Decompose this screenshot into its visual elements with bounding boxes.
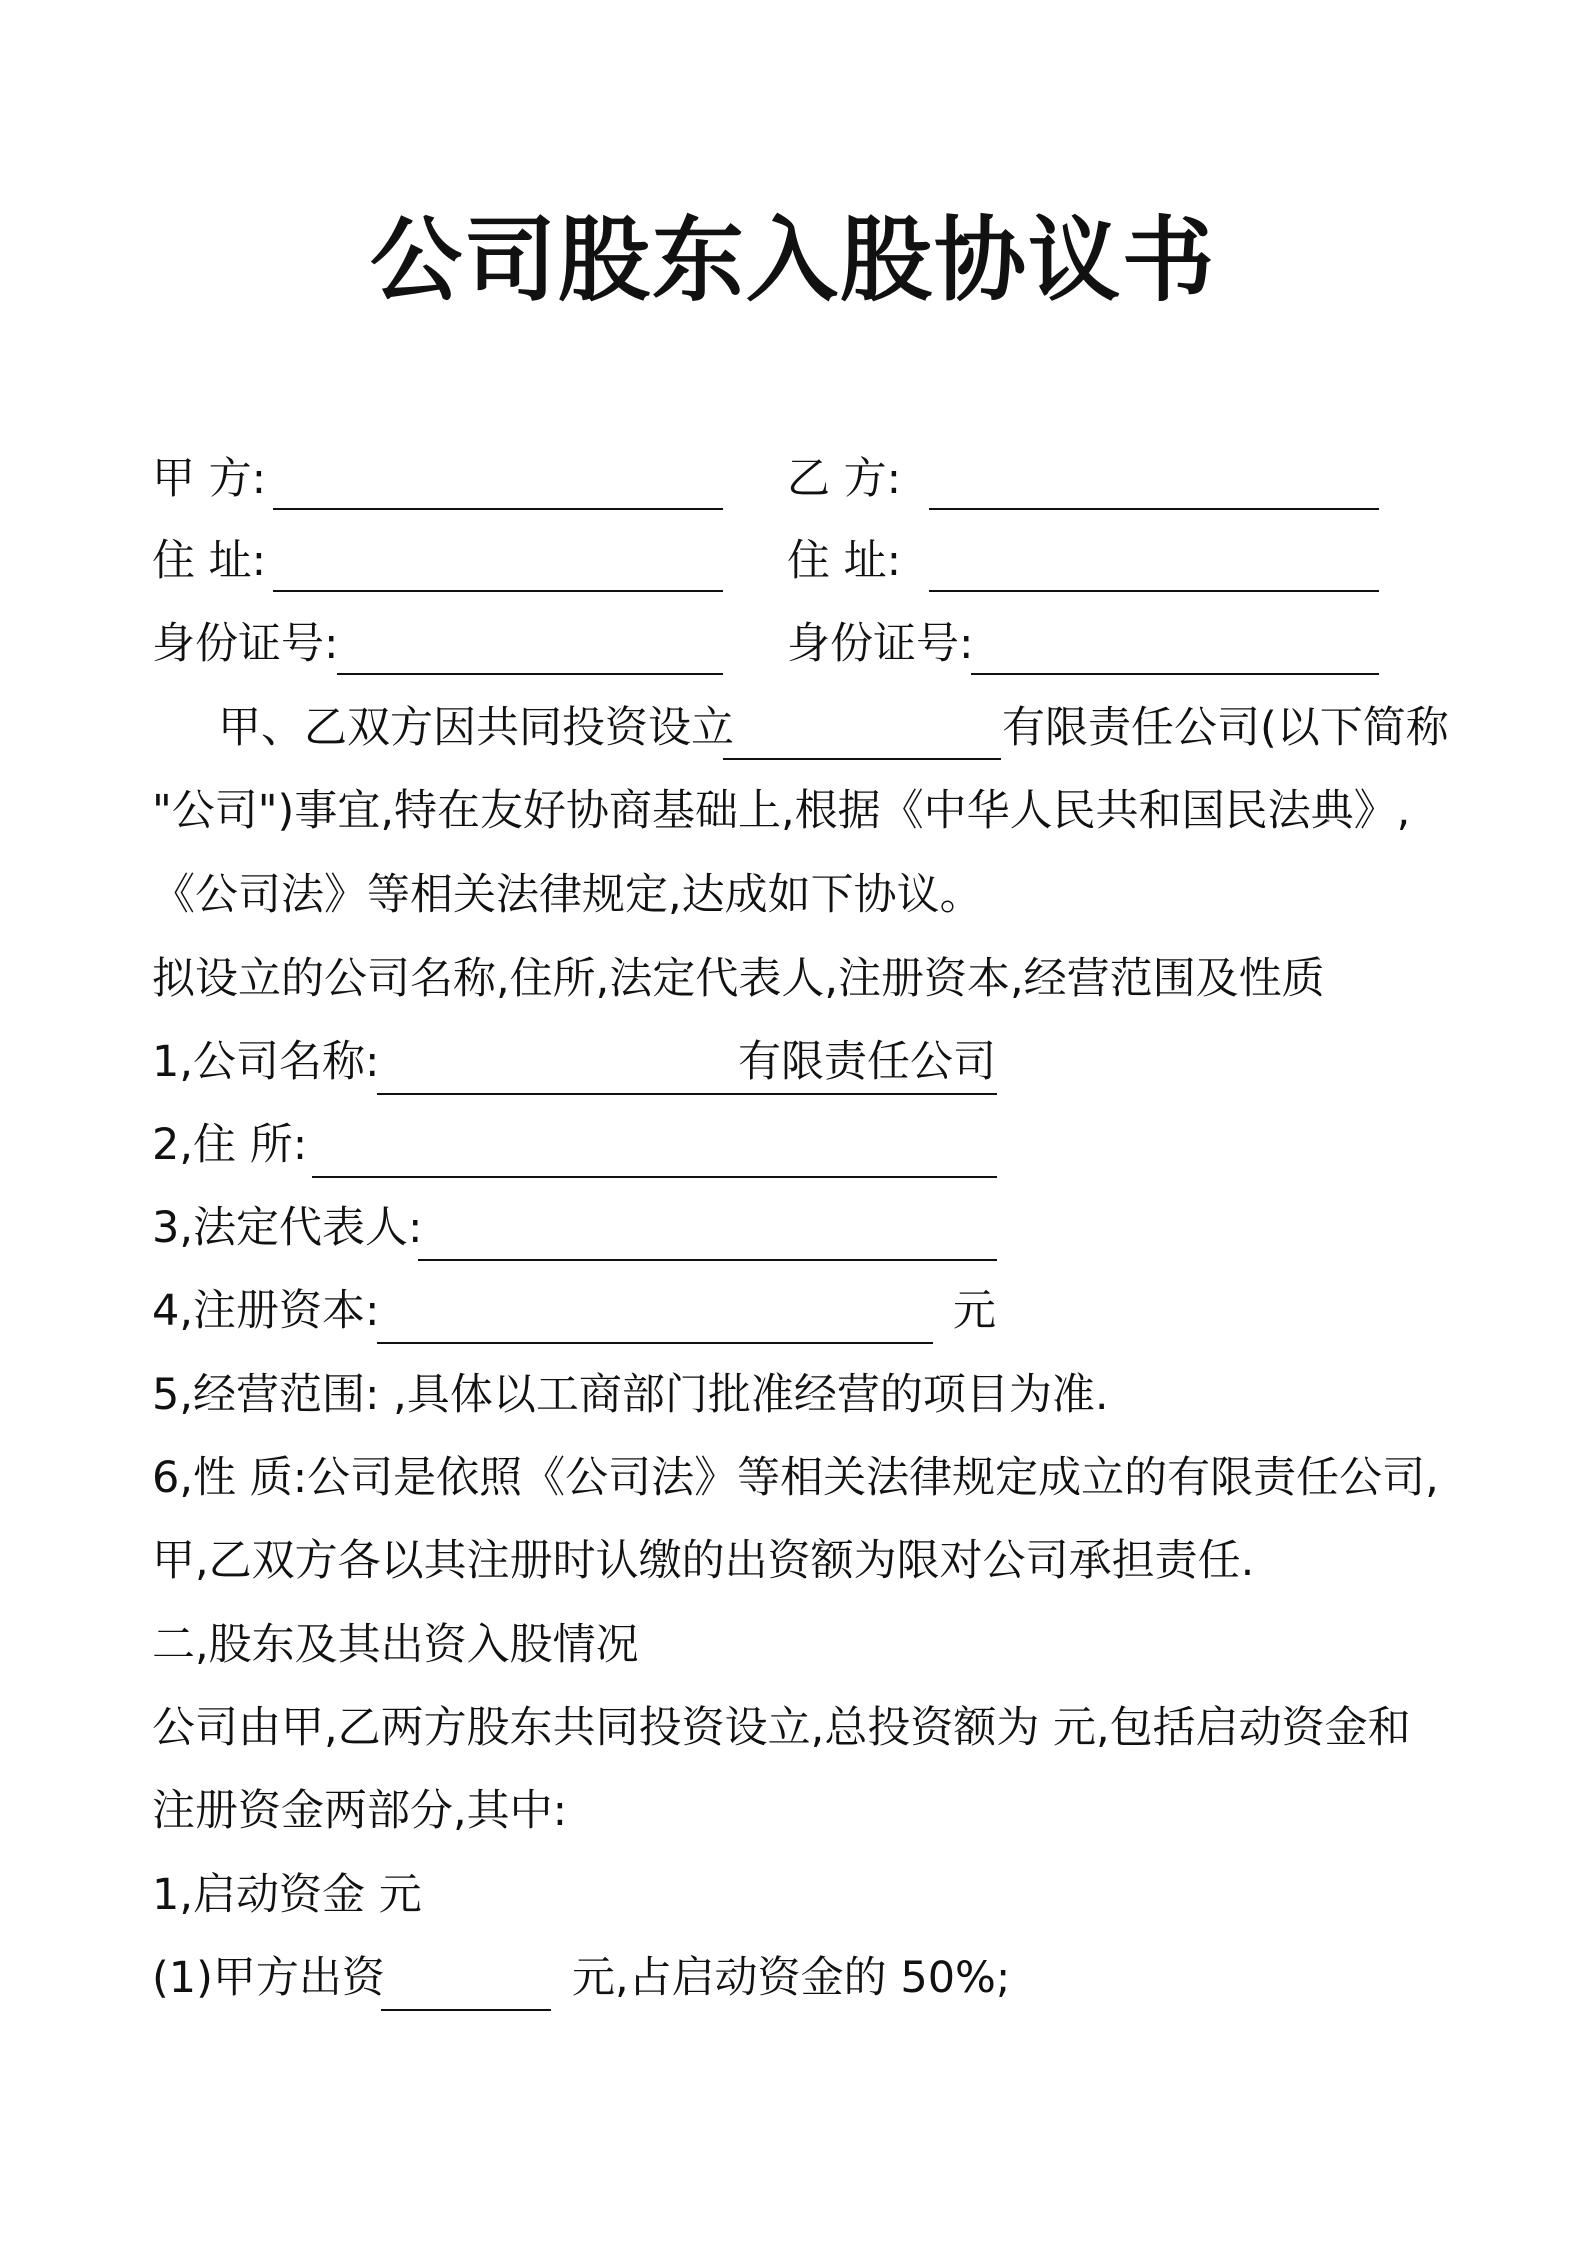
id-a-label: 身份证号: [152,619,339,669]
intro-text-part1: 甲、乙双方因共同投资设立 [218,703,734,753]
section2-heading: 二,股东及其出资入股情况 [152,1620,639,1670]
section2-line2: 注册资金两部分,其中: [152,1786,568,1836]
startup-a-suffix: 元,占启动资金的 50%; [572,1953,1011,2003]
id-b-field[interactable] [971,673,1379,675]
section1-heading: 拟设立的公司名称,住所,法定代表人,注册资本,经营范围及性质 [152,954,1325,1004]
startup-heading: 1,启动资金 元 [152,1870,422,1920]
address-b-field[interactable] [929,590,1379,592]
item1-company-name-field[interactable] [377,1093,997,1095]
item4-capital-field[interactable] [377,1342,933,1344]
item1-label: 1,公司名称: [152,1037,380,1087]
item5-text: 5,经营范围: ,具体以工商部门批准经营的项目为准. [152,1370,1109,1420]
item2-label: 2,住 所: [152,1120,308,1170]
intro-text-line3: 《公司法》等相关法律规定,达成如下协议。 [152,870,983,920]
startup-a-amount-field[interactable] [381,2009,551,2011]
party-b-label: 乙 方: [787,454,902,504]
item4-label: 4,注册资本: [152,1286,380,1336]
id-b-label: 身份证号: [787,619,974,669]
party-a-label: 甲 方: [152,454,267,504]
item1-suffix: 有限责任公司 [738,1037,996,1087]
startup-a-prefix: (1)甲方出资 [152,1953,385,2003]
item3-label: 3,法定代表人: [152,1203,423,1253]
party-b-field[interactable] [929,508,1379,510]
party-a-field[interactable] [273,508,723,510]
item3-legal-rep-field[interactable] [418,1259,997,1261]
item4-suffix: 元 [953,1286,996,1336]
item2-address-field[interactable] [312,1176,997,1178]
address-a-field[interactable] [273,590,723,592]
document-title: 公司股东入股协议书 [369,207,1216,314]
intro-text-part2: 有限责任公司(以下简称 [1002,703,1449,753]
id-a-field[interactable] [337,673,723,675]
address-a-label: 住 址: [152,536,267,586]
company-name-blank[interactable] [723,758,1001,760]
item6-line1: 6,性 质:公司是依照《公司法》等相关法律规定成立的有限责任公司, [152,1453,1439,1503]
section2-line1: 公司由甲,乙两方股东共同投资设立,总投资额为 元,包括启动资金和 [152,1703,1411,1753]
address-b-label: 住 址: [787,536,902,586]
item6-line2: 甲,乙双方各以其注册时认缴的出资额为限对公司承担责任. [152,1536,1255,1586]
intro-text-line2: "公司")事宜,特在友好协商基础上,根据《中华人民共和国民法典》, [152,786,1411,836]
